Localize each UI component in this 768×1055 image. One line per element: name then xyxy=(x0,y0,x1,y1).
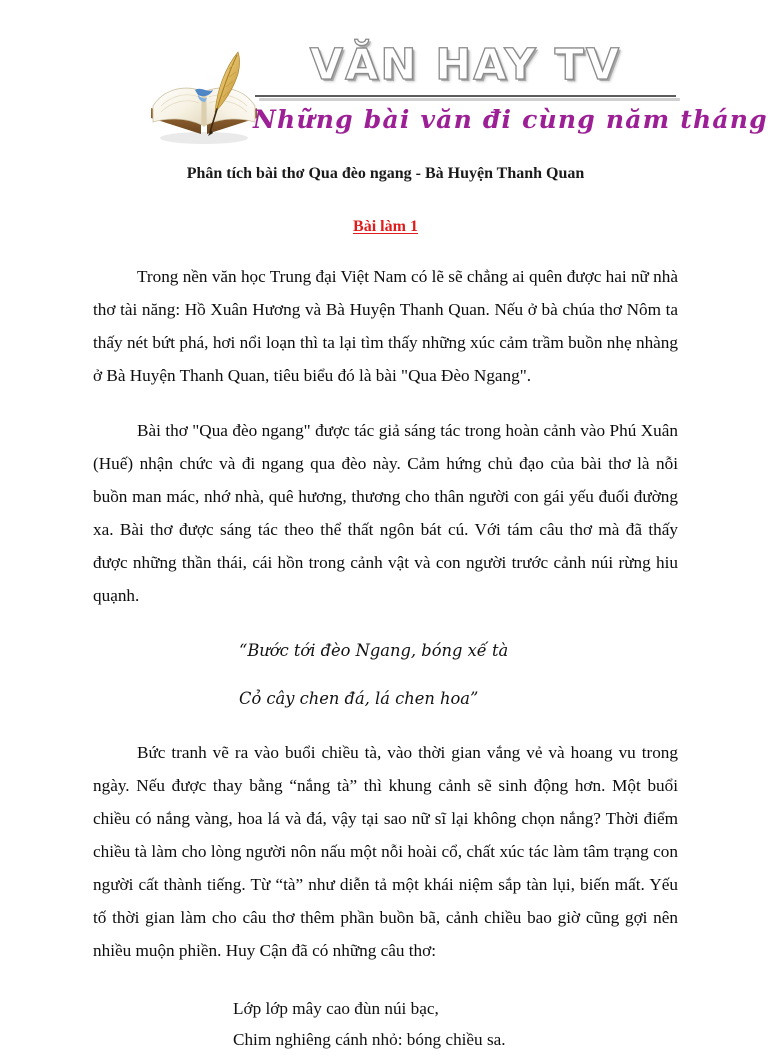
brand-divider-shadow xyxy=(259,98,680,101)
page-title: Phân tích bài thơ Qua đèo ngang - Bà Huyện Thanh Quan xyxy=(186,165,585,182)
body-paragraph: Bài thơ "Qua đèo ngang" được tác giả sáng tác trong hoàn cảnh vào Phú Xuân (Huế) nhận chức và đi ngang qua đèo này. Cảm hứng chủ đạo của bài thơ là nỗi buồn man mác, nhớ nhà, quê hương, thương cho thân người con gái yếu đuối đường xa. Bài thơ được sáng tác theo thể thất ngôn bát cú. Với tám câu thơ mà đã thấy được những thần thái, cái hồn trong cảnh vật và con người trước cảnh núi rừng hiu quạnh. xyxy=(93,421,678,605)
poem-quote-block xyxy=(93,636,678,714)
essay-version-heading xyxy=(93,216,678,238)
body-paragraph: Bức tranh vẽ ra vào buổi chiều tà, vào thời gian vắng vẻ và hoang vu trong ngày. Nếu được thay bằng “nắng tà” thì khung cảnh sẽ sinh động hơn. Một buổi chiều có nắng vàng, hoa lá và đá, vậy tại sao nữ sĩ lại không chọn nắng? Thời điểm chiều tà làm cho lòng người nôn nấu một nỗi hoài cổ, chất xúc tác làm tâm trạng con người cất thành tiếng. Từ “tà” như diễn tả một khái niệm sắp tàn lụi, biến mất. Yếu tố thời gian làm cho câu thơ thêm phần buồn bã, cảnh chiều bao giờ cũng gợi nên nhiều muộn phiền. Huy Cận đã có những câu thơ: xyxy=(93,743,678,960)
poem-line: “Bước tới đèo Ngang, bóng xế tà xyxy=(239,641,509,660)
site-banner xyxy=(93,38,768,160)
body-paragraph: Trong nền văn học Trung đại Việt Nam có lẽ sẽ chẳng ai quên được hai nữ nhà thơ tài năng: Hồ Xuân Hương và Bà Huyện Thanh Quan. Nếu ở bà chúa thơ Nôm ta thấy nét bứt phá, hơi nổi loạn thì ta lại tìm thấy những xúc cảm trầm buồn nhẹ nhàng ở Bà Huyện Thanh Quan, tiêu biểu đó là bài "Qua Đèo Ngang". xyxy=(93,267,678,385)
brand-divider xyxy=(253,95,678,101)
poem-line: Lớp lớp mây cao đùn núi bạc, xyxy=(233,999,439,1018)
document-body xyxy=(93,162,678,1055)
poem-line: Chim nghiêng cánh nhỏ: bóng chiều sa. xyxy=(233,1030,506,1049)
essay-version-label: Bài làm 1 xyxy=(353,218,418,235)
open-book-with-quill-icon xyxy=(141,46,271,154)
poem-line: Cỏ cây chen đá, lá chen hoa” xyxy=(239,689,479,708)
brand-lockup xyxy=(253,40,768,158)
brand-tagline: Những bài văn đi cùng năm tháng xyxy=(253,105,768,134)
brand-title: VĂN HAY TV xyxy=(309,40,622,90)
poem-quote-block-secondary xyxy=(93,993,678,1055)
brand-divider-bar xyxy=(255,95,676,97)
